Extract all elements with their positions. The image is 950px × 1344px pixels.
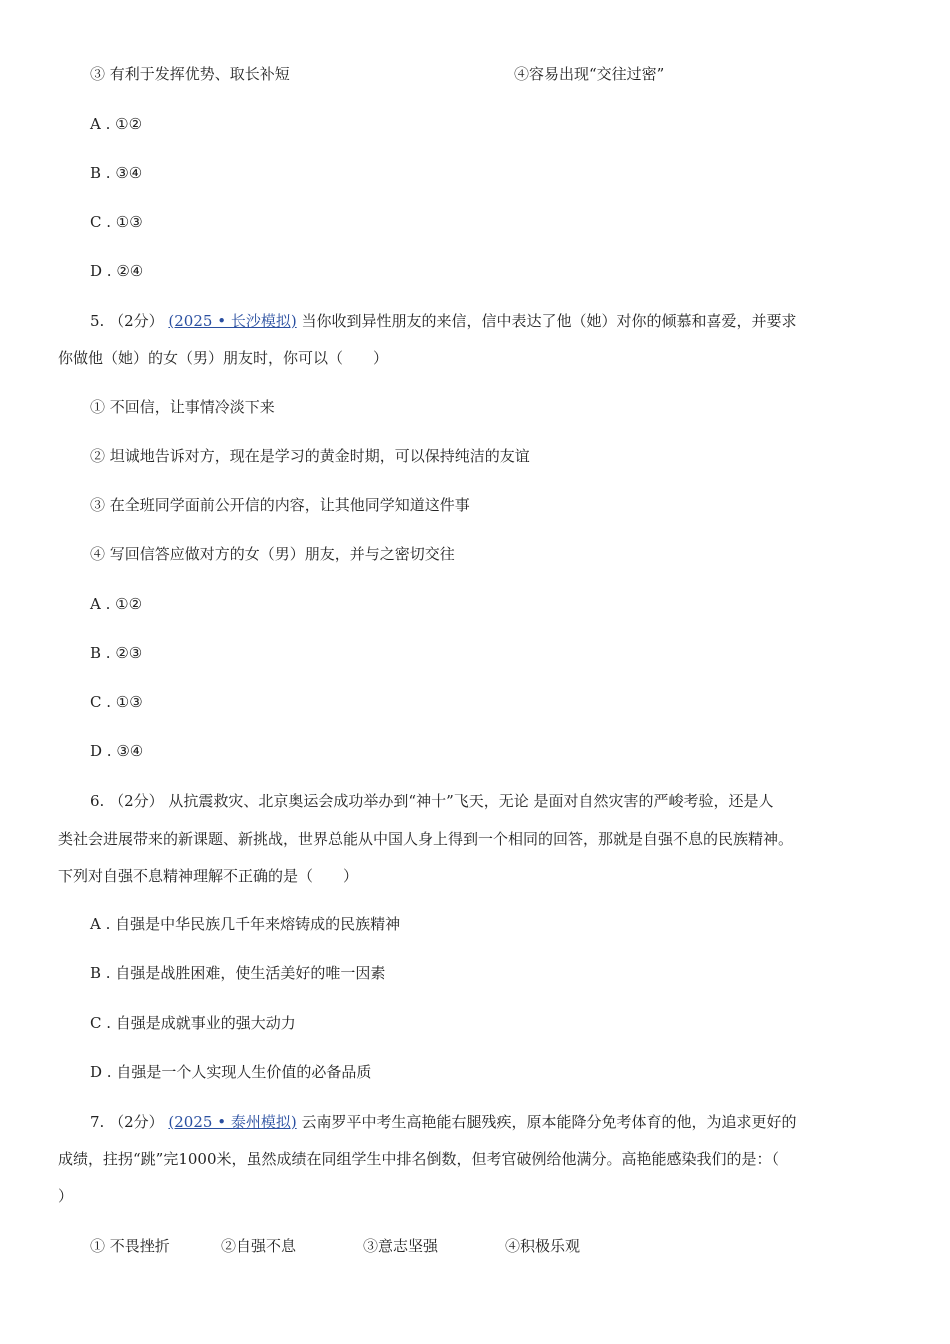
q6-option-b[interactable]: B . 自强是战胜困难，使生活美好的唯一因素	[90, 964, 386, 982]
q5-stem-line-1: 当你收到异性朋友的来信，信中表达了他（她）对你的倾慕和喜爱，并要求	[301, 312, 797, 330]
q6-number: 6. （2分）	[90, 792, 164, 810]
q5-header	[90, 311, 796, 331]
q5-option-d[interactable]: D . ③④	[90, 742, 144, 760]
q5-source-link[interactable]: (2025 • 长沙模拟)	[168, 312, 297, 330]
q4-statement-3: ③ 有利于发挥优势、取长补短	[90, 65, 290, 83]
q7-statement-2: ②自强不息	[221, 1237, 297, 1255]
q6-stem-line-2: 类社会进展带来的新课题、新挑战，世界总能从中国人身上得到一个相同的回答，那就是自强不息的民族精神。	[58, 830, 794, 848]
q5-statement-4: ④ 写回信答应做对方的女（男）朋友，并与之密切交往	[90, 545, 455, 563]
q5-stem-line-2: 你做他（她）的女（男）朋友时，你可以（ ）	[58, 349, 389, 367]
q6-option-c[interactable]: C . 自强是成就事业的强大动力	[90, 1014, 296, 1032]
q4-statement-4: ④容易出现“交往过密”	[514, 65, 665, 83]
q7-stem-line-1: 云南罗平中考生高艳能右腿残疾，原本能降分免考体育的他，为追求更好的	[301, 1113, 797, 1131]
q7-header	[90, 1112, 796, 1132]
q4-option-c[interactable]: C . ①③	[90, 213, 143, 231]
q4-option-d[interactable]: D . ②④	[90, 262, 144, 280]
q6-stem-line-1: 从抗震救灾、北京奥运会成功举办到“神十”飞天，无论 是面对自然灾害的严峻考验，还是人	[168, 792, 774, 810]
q5-number: 5. （2分）	[90, 312, 164, 330]
q4-option-a[interactable]: A . ①②	[90, 115, 143, 133]
q5-statement-2: ② 坦诚地告诉对方，现在是学习的黄金时期，可以保持纯洁的友谊	[90, 447, 530, 465]
q6-stem-line-3: 下列对自强不息精神理解不正确的是（ ）	[58, 867, 359, 885]
q4-option-b[interactable]: B . ③④	[90, 164, 143, 182]
q6-option-d[interactable]: D . 自强是一个人实现人生价值的必备品质	[90, 1063, 372, 1081]
q5-statement-3: ③ 在全班同学面前公开信的内容，让其他同学知道这件事	[90, 496, 470, 514]
q6-option-a[interactable]: A . 自强是中华民族几千年来熔铸成的民族精神	[90, 915, 401, 933]
q7-number: 7. （2分）	[90, 1113, 164, 1131]
q7-stem-line-2: 成绩，拄拐“跳”完1000米，虽然成绩在同组学生中排名倒数，但考官破例给他满分。高艳能感染我们的是：（	[58, 1150, 780, 1168]
q5-option-b[interactable]: B . ②③	[90, 644, 143, 662]
q5-statement-1: ① 不回信，让事情冷淡下来	[90, 398, 275, 416]
q5-option-a[interactable]: A . ①②	[90, 595, 143, 613]
q7-statement-4: ④积极乐观	[505, 1237, 581, 1255]
q7-statement-1: ① 不畏挫折	[90, 1237, 170, 1255]
q7-statement-3: ③意志坚强	[363, 1237, 439, 1255]
q6-header	[90, 791, 774, 811]
q5-option-c[interactable]: C . ①③	[90, 693, 143, 711]
q7-source-link[interactable]: (2025 • 泰州模拟)	[168, 1113, 297, 1131]
q7-stem-line-3: ）	[58, 1187, 74, 1205]
